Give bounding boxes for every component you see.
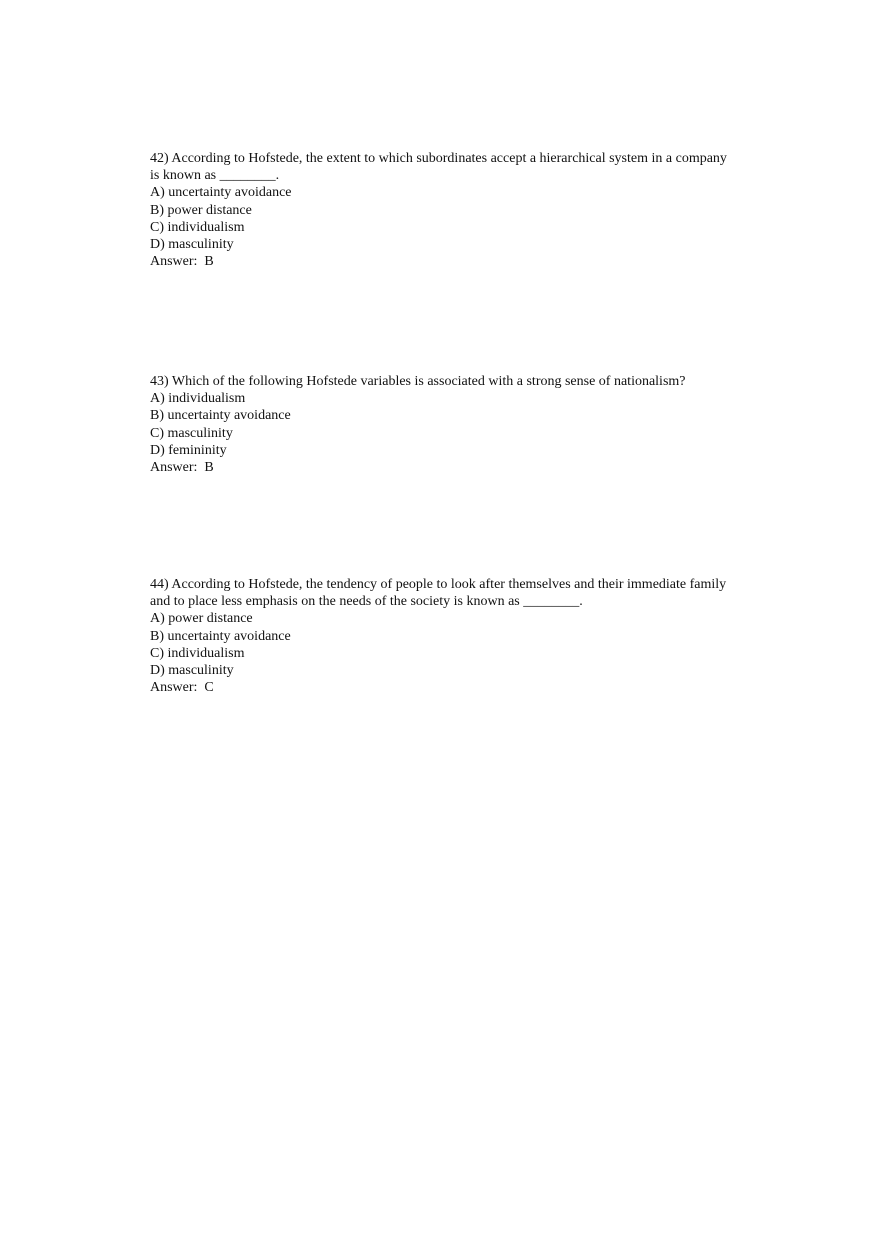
answer-option-a: A) individualism <box>150 391 246 407</box>
question-stem: 42) According to Hofstede, the extent to which subordinates accept a hierarchical system in a company is known as ________. <box>150 151 727 184</box>
question-42 <box>150 150 735 270</box>
correct-answer: Answer: B <box>150 254 214 270</box>
correct-answer: Answer: C <box>150 680 214 696</box>
answer-option-c: C) individualism <box>150 219 245 235</box>
answer-option-a: A) power distance <box>150 611 253 627</box>
question-43 <box>150 373 735 476</box>
answer-option-b: B) uncertainty avoidance <box>150 628 291 644</box>
answer-option-c: C) individualism <box>150 645 245 661</box>
question-44 <box>150 576 735 696</box>
answer-option-c: C) masculinity <box>150 425 233 441</box>
answer-option-d: D) masculinity <box>150 663 234 679</box>
correct-answer: Answer: B <box>150 460 214 476</box>
question-stem: 44) According to Hofstede, the tendency of people to look after themselves and their immediate family and to place less emphasis on the needs of the society is known as ________. <box>150 577 727 610</box>
answer-option-a: A) uncertainty avoidance <box>150 185 292 201</box>
answer-option-d: D) masculinity <box>150 237 234 253</box>
answer-option-b: B) power distance <box>150 202 252 218</box>
answer-option-b: B) uncertainty avoidance <box>150 408 291 424</box>
answer-option-d: D) femininity <box>150 442 227 458</box>
question-stem: 43) Which of the following Hofstede variables is associated with a strong sense of nationalism? <box>150 374 686 389</box>
